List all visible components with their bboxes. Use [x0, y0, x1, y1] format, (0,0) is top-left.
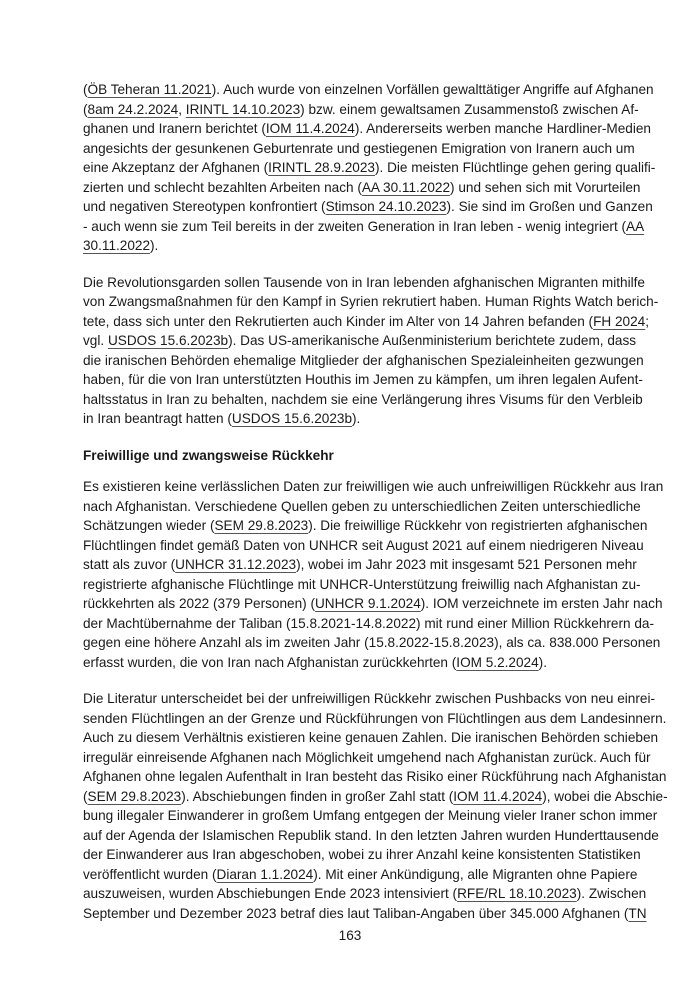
text-segment: ; — [645, 313, 649, 329]
source-citation-link[interactable]: UNHCR 31.12.2023 — [175, 557, 297, 572]
text-segment: ghanen und Iranern berichtet ( — [83, 121, 266, 136]
text-line — [83, 614, 655, 634]
source-citation-link[interactable]: IOM 5.2.2024 — [456, 654, 539, 670]
source-citation-link[interactable]: IOM 11.4.2024 — [453, 788, 543, 804]
text-line — [83, 633, 661, 653]
text-segment: haltsstatus in Iran zu behalten, nachdem sie eine Verlängerung ihres Visums für den Verbleib — [83, 391, 643, 407]
text-segment: registrierte afghanische Flüchtlinge mit UNHCR-Unterstützung freiwillig nach Afghanistan zu- — [83, 576, 641, 592]
text-segment: Schätzungen wieder ( — [83, 518, 215, 533]
text-segment: statt als zuvor ( — [83, 557, 176, 572]
text-line — [83, 555, 637, 575]
section-heading: Freiwillige und zwangsweise Rückkehr — [83, 447, 334, 463]
text-line — [83, 497, 641, 517]
text-segment: ). Mit einer Ankündigung, alle Migranten ohne Papiere — [313, 866, 638, 882]
text-segment: angesichts der gesunkenen Geburtenrate und gestiegenen Emigration von Iranern auch um — [83, 140, 635, 156]
text-segment: gegen eine höhere Anzahl als im zweiten Jahr (15.8.2022-15.8.2023), als ca. 838.000 Personen — [83, 635, 661, 650]
text-segment: Afghanen ohne legalen Aufenthalt in Iran besteht das Risiko einer Rückführung nach Afghanistan — [83, 769, 667, 784]
text-segment: der Einwanderer aus Iran abgeschoben, wobei zu ihrer Anzahl keine konsistenten Statistiken — [83, 847, 641, 862]
text-line — [83, 100, 639, 120]
source-citation-link[interactable]: RFE/RL 18.10.2023 — [457, 886, 577, 901]
text-line — [83, 826, 659, 846]
text-segment: vgl. — [83, 333, 108, 348]
text-segment: tete, dass sich unter den Rekrutierten auch Kinder im Alter von 14 Jahren befanden ( — [83, 313, 594, 329]
source-citation-link[interactable]: USDOS 15.6.2023b — [231, 411, 353, 426]
text-segment: ). Auch wurde von einzelnen Vorfällen gewalttätiger Angriffe auf Afghanen — [211, 82, 654, 97]
text-segment: Auch zu diesem Verhältnis existieren keine genauen Zahlen. Die iranischen Behörden schieben — [83, 730, 659, 745]
text-segment: ). Sie sind im Großen und Ganzen — [446, 199, 653, 214]
source-citation-link[interactable]: Stimson 24.10.2023 — [325, 199, 447, 214]
text-segment: Es existieren keine verlässlichen Daten zur freiwilligen wie auch unfreiwilligen Rückkehr aus Iran — [83, 479, 664, 494]
text-line — [83, 273, 645, 293]
text-line — [83, 370, 643, 390]
text-line — [83, 787, 668, 807]
source-citation-link[interactable]: SEM 29.8.2023 — [87, 788, 182, 804]
text-line — [83, 197, 653, 217]
text-line — [83, 516, 648, 536]
text-line — [83, 390, 643, 410]
text-line — [83, 178, 641, 198]
text-line — [83, 312, 649, 332]
text-line — [83, 477, 664, 497]
source-citation-link[interactable]: IRINTL 28.9.2023 — [268, 160, 375, 175]
text-line — [83, 351, 644, 371]
source-citation-link[interactable]: 30.11.2022 — [83, 238, 151, 253]
source-citation-link[interactable]: SEM 29.8.2023 — [214, 518, 309, 533]
text-segment: ). — [538, 654, 547, 670]
paragraph — [83, 273, 659, 429]
text-line — [83, 292, 659, 312]
source-citation-link[interactable]: TN — [628, 905, 647, 921]
text-line — [83, 158, 656, 178]
source-citation-link[interactable]: 8am 24.2.2024 — [87, 101, 179, 117]
text-line — [83, 806, 658, 826]
text-line — [83, 139, 635, 159]
text-segment: ) und sehen sich mit Vorurteilen — [450, 179, 641, 195]
page-number: 163 — [338, 928, 362, 943]
source-citation-link[interactable]: ÖB Teheran 11.2021 — [87, 82, 212, 97]
text-segment: veröffentlicht wurden ( — [83, 866, 217, 882]
text-line — [83, 767, 667, 787]
text-segment: von Zwangsmaßnahmen für den Kampf in Syrien rekrutiert haben. Human Rights Watch berich- — [83, 294, 659, 309]
text-segment: bung illegaler Einwanderer in großem Umfang entgegen der Meinung vieler Iraner schon immer — [83, 808, 658, 823]
source-citation-link[interactable]: Diaran 1.1.2024 — [216, 866, 314, 882]
text-line — [83, 653, 617, 673]
text-segment: ). — [352, 411, 361, 426]
text-segment: die iranischen Behörden ehemalige Mitglieder der afghanischen Spezialeinheiten gezwungen — [83, 352, 644, 368]
source-citation-link[interactable]: FH 2024 — [593, 313, 646, 329]
text-segment: eine Akzeptanz der Afghanen ( — [83, 160, 269, 175]
text-line — [83, 575, 641, 595]
text-line — [83, 331, 637, 351]
text-segment: haben, für die von Iran unterstützten Houthis im Jemen zu kämpfen, um ihren legalen Aufent- — [83, 372, 643, 387]
text-segment: ( — [83, 788, 88, 804]
text-segment: auf der Agenda der Islamischen Republik stand. In den letzten Jahren wurden Hunderttausende — [83, 827, 659, 843]
text-segment: erfasst wurden, die von Iran nach Afghanistan zurückkehrten ( — [83, 654, 457, 670]
text-segment: ). Andererseits werben manche Hardliner-Medien — [354, 121, 651, 136]
source-citation-link[interactable]: AA — [626, 218, 645, 234]
text-segment: rückkehrten als 2022 (379 Personen) ( — [83, 596, 315, 611]
text-segment: ). Abschiebungen finden in großer Zahl statt ( — [181, 788, 454, 804]
text-line — [83, 865, 638, 885]
text-segment: in Iran beantragt hatten ( — [83, 411, 232, 426]
text-line — [83, 236, 617, 256]
text-segment: ). Die freiwillige Rückkehr von registrierten afghanischen — [308, 518, 648, 533]
text-segment: auszuweisen, wurden Abschiebungen Ende 2023 intensiviert ( — [83, 886, 458, 901]
source-citation-link[interactable]: IOM 11.4.2024 — [265, 121, 355, 136]
text-segment: nach Afghanistan. Verschiedene Quellen geben zu unterschiedlichen Zeiten unterschiedliche — [83, 498, 641, 514]
text-segment: ). Die meisten Flüchtlinge gehen gering qualifi- — [374, 160, 656, 175]
text-line — [83, 884, 647, 904]
text-segment: und negativen Stereotypen konfrontiert ( — [83, 199, 326, 214]
text-line — [83, 80, 654, 100]
text-line — [83, 594, 663, 614]
text-segment: ), wobei im Jahr 2023 mit insgesamt 521 Personen mehr — [296, 557, 637, 572]
text-segment: September und Dezember 2023 betraf dies laut Taliban-Angaben über 345.000 Afghanen ( — [83, 905, 629, 921]
text-segment: ). Zwischen — [576, 886, 647, 901]
text-line — [83, 689, 655, 709]
source-citation-link[interactable]: USDOS 15.6.2023b — [107, 333, 229, 348]
text-line — [83, 904, 647, 924]
document-body — [83, 80, 668, 940]
paragraphs-before-heading — [83, 80, 659, 429]
paragraph — [83, 477, 664, 672]
text-segment: ( — [83, 82, 88, 97]
text-segment: , — [178, 101, 186, 117]
text-segment: ), wobei die Abschie- — [542, 788, 668, 804]
text-segment: ) bzw. einem gewaltsamen Zusammenstoß zwischen Af- — [300, 101, 639, 117]
text-segment: ( — [83, 101, 88, 117]
text-segment: - auch wenn sie zum Teil bereits in der zweiten Generation in Iran leben - wenig integriert ( — [83, 218, 627, 234]
text-segment: zierten und schlecht bezahlten Arbeiten nach ( — [83, 179, 362, 195]
text-line — [83, 709, 667, 729]
text-line — [83, 409, 617, 429]
text-line — [83, 845, 641, 865]
paragraph — [83, 80, 656, 256]
source-citation-link[interactable]: IRINTL 14.10.2023 — [185, 101, 301, 117]
text-segment: ). — [150, 238, 159, 253]
source-citation-link[interactable]: AA 30.11.2022 — [361, 179, 451, 195]
text-line — [83, 748, 651, 768]
source-citation-link[interactable]: UNHCR 9.1.2024 — [314, 596, 421, 611]
text-segment: der Machtübernahme der Taliban (15.8.2021-14.8.2022) mit rund einer Million Rückkehrern da- — [83, 615, 655, 631]
text-segment: Flüchtlingen findet gemäß Daten von UNHCR seit August 2021 auf einem niedrigeren Niveau — [83, 537, 644, 553]
text-line — [83, 728, 659, 748]
paragraphs-after-heading — [83, 477, 668, 923]
text-segment: Die Literatur unterscheidet bei der unfreiwilligen Rückkehr zwischen Pushbacks von neu einrei- — [83, 691, 655, 706]
text-line — [83, 217, 645, 237]
text-segment: ). IOM verzeichnete im ersten Jahr nach — [420, 596, 663, 611]
text-line — [83, 119, 651, 139]
text-segment: irregulär einreisende Afghanen nach Möglichkeit umgehend nach Afghanistan zurück. Auch für — [83, 749, 651, 765]
text-segment: senden Flüchtlingen an der Grenze und Rückführungen von Flüchtlingen aus dem Landesinnern. — [83, 710, 667, 726]
text-segment: ). Das US-amerikanische Außenministerium berichtete zudem, dass — [228, 333, 637, 348]
paragraph — [83, 689, 668, 923]
text-line — [83, 536, 644, 556]
text-segment: Die Revolutionsgarden sollen Tausende von in Iran lebenden afghanischen Migranten mithilfe — [83, 274, 645, 290]
